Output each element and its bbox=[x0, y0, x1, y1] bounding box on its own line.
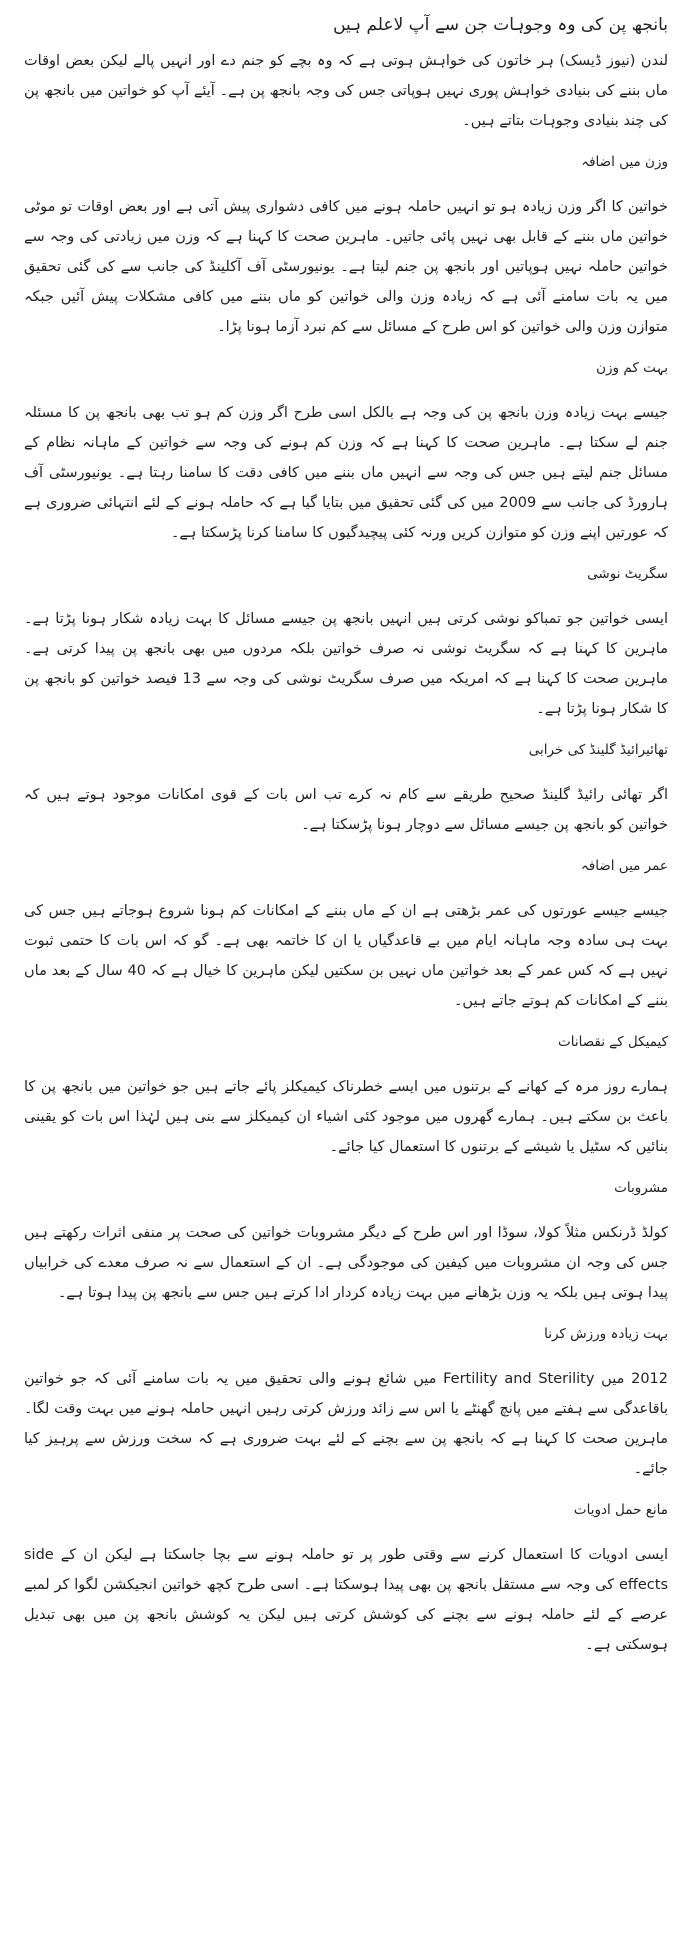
section-heading: بہت زیادہ ورزش کرنا bbox=[544, 1326, 668, 1342]
article-title: بانجھ پن کی وہ وجوہات جن سے آپ لاعلم ہیں bbox=[333, 15, 668, 35]
section-chemicals bbox=[24, 1030, 668, 1162]
section-heading: تھائیرائیڈ گلینڈ کی خرابی bbox=[528, 742, 668, 758]
section-body: خواتین کا اگر وزن زیادہ ہو تو انہیں حاملہ ہونے میں کافی دشواری پیش آتی ہے اور بعض اوقات تو موٹی خواتین ماں بننے کے قابل بھی نہیں پائی جاتیں۔ ماہرین صحت کا کہنا ہے کہ وزن میں زیادتی کی وجہ سے خواتین حاملہ نہیں ہوپاتیں اور بانجھ پن جنم لیتا ہے۔ یونیورسٹی آف آکلینڈ کی جانب سے کی گئی تحقیق میں یہ بات سامنے آئی ہے کہ زیادہ وزن والی خواتین کو ماں بننے میں کافی مشکلات پیش آئیں جبکہ متوازن وزن والی خواتین کو اس طرح کے مسائل سے کم نبرد آزما ہونا پڑا۔ bbox=[24, 199, 668, 335]
section-body: ہمارے روز مرہ کے کھانے کے برتنوں میں ایسے خطرناک کیمیکلز پائے جاتے ہیں جو خواتین میں بانجھ پن کا باعث بن سکتے ہیں۔ ہمارے گھروں میں موجود کئی اشیاء ان کیمیکلز سے بنی ہیں لہٰذا اس بات کو یقینی بنائیں کہ سٹیل یا شیشے کے برتنوں کا استعمال کیا جائے۔ bbox=[24, 1079, 668, 1155]
section-contraceptives bbox=[24, 1498, 668, 1660]
section-body: اگر تھائی رائیڈ گلینڈ صحیح طریقے سے کام نہ کرے تب اس بات کے قوی امکانات موجود ہوتے ہیں کہ خواتین کو بانجھ پن جیسے مسائل سے دوچار ہونا پڑسکتا ہے۔ bbox=[24, 787, 668, 833]
section-thyroid bbox=[24, 738, 668, 840]
section-heading: کیمیکل کے نقصانات bbox=[558, 1034, 668, 1050]
section-heading: وزن میں اضافہ bbox=[581, 154, 668, 170]
section-heading: عمر میں اضافہ bbox=[580, 858, 668, 874]
section-body: جیسے بہت زیادہ وزن بانجھ پن کی وجہ ہے بالکل اسی طرح اگر وزن کم ہو تب بھی بانجھ پن کا مسئلہ جنم لے سکتا ہے۔ ماہرین صحت کا کہنا ہے کہ وزن کم ہونے کی وجہ سے خواتین کے ماہانہ نظام کے مسائل جنم لیتے ہیں جس کی وجہ سے انہیں ماں بننے میں کافی دقت کا سامنا رہتا ہے۔ یونیورسٹی آف ہارورڈ کی جانب سے 2009 میں کی گئی تحقیق میں بتایا گیا ہے کہ حاملہ ہونے کے لئے انتہائی ضروری ہے کہ عورتیں اپنے وزن کو متوازن کریں ورنہ کئی پیچیدگیوں کا سامنا کرنا پڑسکتا ہے۔ bbox=[24, 405, 668, 541]
section-heading: سگریٹ نوشی bbox=[587, 566, 668, 582]
section-heading: مشروبات bbox=[614, 1180, 668, 1196]
section-body: جیسے جیسے عورتوں کی عمر بڑھتی ہے ان کے ماں بننے کے امکانات کم ہونا شروع ہوجاتے ہیں جس کی بہت ہی سادہ وجہ ماہانہ ایام میں بے قاعدگیاں یا ان کا خاتمہ بھی ہے۔ گو کہ اس بات کا حتمی ثبوت نہیں ہے کہ کس عمر کے بعد خواتین ماں نہیں بن سکتیں لیکن ماہرین کا خیال ہے کہ 40 سال کے بعد ماں بننے کے امکانات کم ہوتے جاتے ہیں۔ bbox=[24, 903, 668, 1009]
article-intro: لندن (نیوز ڈیسک) ہر خاتون کی خواہش ہوتی ہے کہ وہ بچے کو جنم دے اور انہیں پالے لیکن بعض اوقات ماں بننے کی بنیادی خواہش پوری نہیں ہوپاتی جس کی وجہ بانجھ پن ہے۔ آیئے آپ کو خواتین میں بانجھ پن کی چند بنیادی وجوہات بتاتے ہیں۔ bbox=[24, 53, 668, 129]
section-heading: مانع حمل ادویات bbox=[573, 1502, 668, 1518]
section-age bbox=[24, 854, 668, 1016]
section-body: 2012 میں Fertility and Sterility میں شائع ہونے والی تحقیق میں یہ بات سامنے آئی کہ جو خواتین باقاعدگی سے ہفتے میں پانچ گھنٹے یا اس سے زائد ورزش کرتی رہیں انہیں حاملہ ہونے میں بہت وقت لگا۔ ماہرین صحت کا کہنا ہے کہ بانجھ پن سے بچنے کے لئے بہت ضروری ہے کہ سخت ورزش سے پرہیز کیا جائے۔ bbox=[24, 1371, 668, 1477]
section-low-weight bbox=[24, 356, 668, 548]
section-exercise bbox=[24, 1322, 668, 1484]
section-drinks bbox=[24, 1176, 668, 1308]
section-body: کولڈ ڈرنکس مثلاً کولا، سوڈا اور اس طرح کے دیگر مشروبات خواتین کی صحت پر منفی اثرات رکھتے ہیں جس کی وجہ ان مشروبات میں کیفین کی موجودگی ہے۔ ان کے استعمال سے نہ صرف معدے کی خرابیاں پیدا ہوتی ہیں بلکہ یہ وزن بڑھانے میں بہت زیادہ کردار ادا کرتے ہیں جس سے بانجھ پن پیدا ہوتا ہے۔ bbox=[24, 1225, 668, 1301]
section-weight-gain bbox=[24, 150, 668, 342]
section-body: ایسی خواتین جو تمباکو نوشی کرتی ہیں انہیں بانجھ پن جیسے مسائل کا بہت زیادہ شکار ہونا پڑتا ہے۔ ماہرین کا کہنا ہے کہ سگریٹ نوشی نہ صرف خواتین بلکہ مردوں میں بھی بانجھ پن پیدا کرتی ہے۔ ماہرین صحت کا کہنا ہے کہ امریکہ میں صرف سگریٹ نوشی کی وجہ سے 13 فیصد خواتین کو بانجھ پن کا شکار ہونا پڑتا ہے۔ bbox=[24, 611, 668, 717]
section-body: ایسی ادویات کا استعمال کرنے سے وقتی طور پر تو حاملہ ہونے سے بچا جاسکتا ہے لیکن ان کے side effects کی وجہ سے مستقل بانجھ پن بھی پیدا ہوسکتا ہے۔ اسی طرح کچھ خواتین انجیکشن لگوا کر لمبے عرصے کے لئے حاملہ ہونے سے بچنے کی کوشش کرتی ہیں لیکن یہ کوشش بانجھ پن میں بھی تبدیل ہوسکتی ہے۔ bbox=[24, 1547, 668, 1653]
section-smoking bbox=[24, 562, 668, 724]
section-heading: بہت کم وزن bbox=[596, 360, 668, 376]
